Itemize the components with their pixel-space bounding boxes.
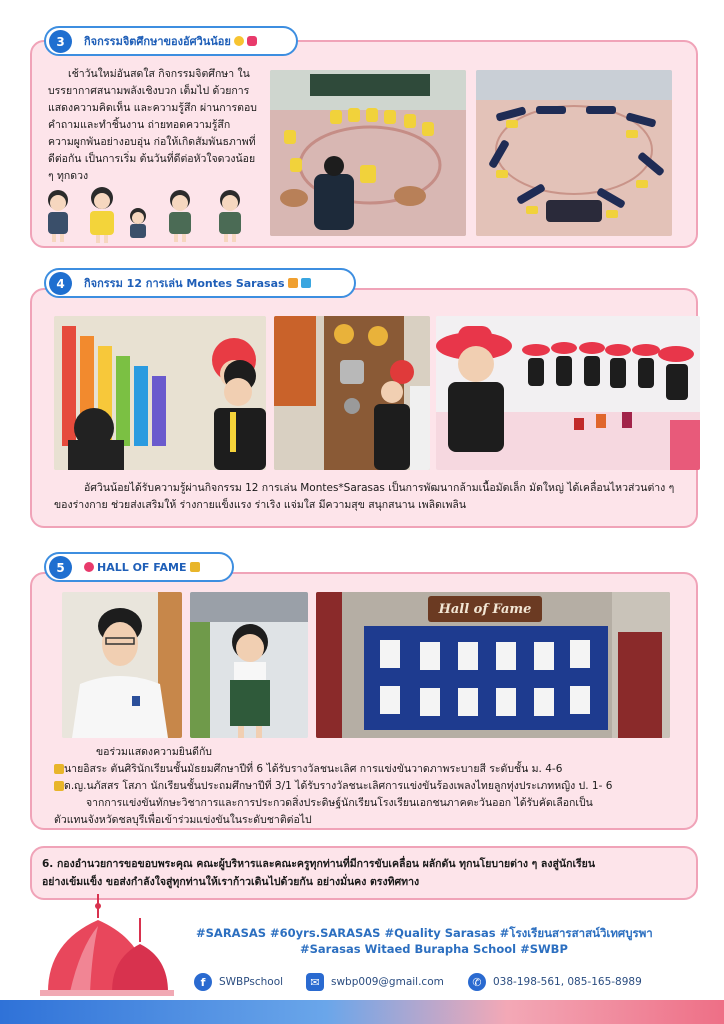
hearts-emoji-icon [247, 36, 257, 46]
kid-figure-3 [130, 208, 146, 238]
phone-icon: ✆ [468, 973, 486, 991]
facebook-handle: SWBPschool [219, 976, 284, 988]
heart-emoji-icon [84, 562, 94, 572]
photo-instrument-wall [274, 316, 430, 470]
photo-hall-of-fame-board [316, 592, 670, 738]
phone-numbers: 038-198-561, 085-165-8989 [493, 976, 642, 988]
photo-student-boy [62, 592, 182, 738]
hashtags-line-1: #SARASAS #60yrs.SARASAS #Quality Sarasas #โรงเรียนสารสาสน์วิเทศบูรพา [196, 926, 653, 940]
competition-line-1: จากการแข่งขันทักษะวิชาการและการประกวดสิ่งประดิษฐ์นักเรียนโรงเรียนเอกชนภาคตะวันออก ได้รับคัดเลือกเป็น [86, 797, 593, 809]
section-5-header [44, 552, 234, 582]
section-3-number: 3 [49, 30, 72, 53]
trophy-emoji-icon [54, 781, 64, 791]
competition-line-2: ตัวแทนจังหวัดชลบุรีเพื่อเข้าร่วมแข่งขันในระดับชาติต่อไป [54, 814, 312, 826]
section-3-paragraph: เช้าวันใหม่อันสดใส กิจกรรมจิตศึกษา ในบรรยากาศสนามพลังเชิงบวก เต็มไป ด้วยการแสดงความคิดเห็น และความรู้สึก ผ่านการตอบคำถามและทำชิ้นงาน ถ่ายทอดความรู้สึก ความผูกพันอย่างอบอุ่น ก่อให้เกิดสัมพันธภาพที่ดีต่อกัน เป็นการเริ่ม ต้นวันที่ดีต่อหัวใจดวงน้อย ๆ ทุกดวง [48, 68, 257, 182]
domes-illustration [40, 892, 174, 996]
trophy-emoji-icon [190, 562, 200, 572]
photo-pipe-xylophone [54, 316, 266, 470]
bottom-gradient-bar [0, 1000, 724, 1024]
swim-emoji-icon [301, 278, 311, 288]
section-6-line-1: 6. กองอำนวยการขอขอบพระคุณ คณะผู้บริหารและคณะครูทุกท่านที่มีการขับเคลื่อน ผลักดัน ทุกนโยบายต่าง ๆ ลงสู่นักเรียน [42, 858, 595, 870]
award-line-2 [54, 778, 694, 795]
award-line-1-text: นายอิสระ ตันศิรินักเรียนชั้นมัธยมศึกษาปีที่ 6 ได้รับรางวัลชนะเลิศ การแข่งขันวาดภาพระบายสี ระดับชั้น ม. 4-6 [64, 763, 563, 775]
hall-of-fame-sign: Hall of Fame [428, 596, 542, 622]
kid-figure-4 [169, 190, 191, 242]
email-icon: ✉ [306, 973, 324, 991]
section-4-header [44, 268, 356, 298]
phone-contact[interactable] [468, 973, 642, 991]
email-contact[interactable] [306, 973, 444, 991]
photo-kids-lying-circle [476, 70, 672, 236]
section-3-title: กิจกรรมจิตศึกษาของอัศวินน้อย [84, 35, 231, 48]
photo-classroom-circle [270, 70, 466, 236]
section-6-line-2: อย่างเข้มแข็ง ขอส่งกำลังใจสู่ทุกท่านให้เราก้าวเดินไปด้วยกัน อย่างมั่นคง ตรงทิศทาง [42, 876, 420, 888]
email-address: swbp009@gmail.com [331, 976, 444, 988]
photo-kids-red-hats [436, 316, 700, 470]
section-3-header [44, 26, 298, 56]
section-5-title: HALL OF FAME [97, 560, 187, 574]
section-4-title: กิจกรรม 12 การเล่น Montes Sarasas [84, 277, 285, 290]
facebook-contact[interactable] [194, 973, 283, 991]
sun-emoji-icon [234, 36, 244, 46]
award-line-2-text: ด.ญ.นภัสสร โสภา นักเรียนชั้นประถมศึกษาปีที่ 3/1 ได้รับรางวัลชนะเลิศการแข่งขันร้องเพลงไทยลูกทุ่งประเภทหญิง ป. 1- 6 [64, 780, 613, 792]
congrats-intro: ขอร่วมแสดงความยินดีกับ [96, 746, 212, 758]
section-4-number: 4 [49, 272, 72, 295]
facebook-icon: f [194, 973, 212, 991]
kids-illustration [40, 186, 262, 244]
photo-student-girl [190, 592, 308, 738]
activity-emoji-icon [288, 278, 298, 288]
kid-figure-1 [48, 190, 68, 242]
award-line-1 [54, 761, 694, 778]
kid-figure-2 [90, 187, 114, 243]
section-4-paragraph: อัศวินน้อยได้รับความรู้ผ่านกิจกรรม 12 การเล่น Montes*Sarasas เป็นการพัฒนากล้ามเนื้อมัดเล็ก มัดใหญ่ ได้เคลื่อนไหวส่วนต่าง ๆ ของร่างกาย ช่วยส่งเสริมให้ ร่างกายแข็งแรง ร่าเริง แจ่มใส มีความสุข สนุกสนาน เพลิดเพลิน [54, 482, 675, 511]
hashtags-line-2: #Sarasas Witaed Burapha School #SWBP [300, 942, 568, 956]
kid-figure-5 [219, 190, 241, 242]
section-5-number: 5 [49, 556, 72, 579]
trophy-emoji-icon [54, 764, 64, 774]
